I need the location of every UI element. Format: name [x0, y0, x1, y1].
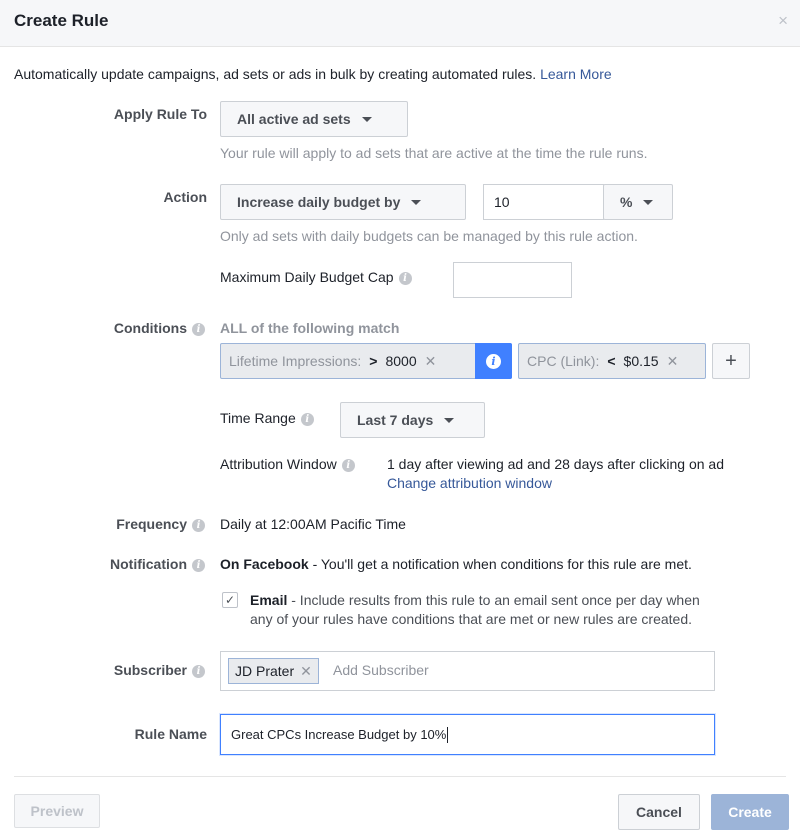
subscriber-placeholder[interactable]: Add Subscriber — [333, 662, 429, 678]
action-help: Only ad sets with daily budgets can be managed by this rule action. — [220, 228, 638, 244]
plus-icon: + — [725, 349, 737, 372]
condition-operator: < — [607, 353, 616, 369]
apply-rule-to-value: All active ad sets — [237, 111, 351, 127]
condition-token-2[interactable] — [518, 343, 706, 379]
create-button[interactable]: Create — [711, 794, 789, 830]
add-condition-button[interactable] — [712, 343, 750, 379]
subscriber-token[interactable] — [228, 658, 319, 684]
apply-rule-to-help: Your rule will apply to ad sets that are active at the time the rule runs. — [220, 145, 648, 161]
time-range-label-row — [220, 410, 314, 426]
action-unit-dropdown[interactable] — [603, 184, 673, 220]
remove-condition-icon[interactable]: ✕ — [424, 352, 437, 369]
change-attribution-link[interactable]: Change attribution window — [387, 475, 552, 491]
condition-field: Lifetime Impressions: — [229, 353, 362, 369]
chevron-down-icon — [444, 418, 454, 423]
notification-email-line2: any of your rules have conditions that are met or new rules are created. — [250, 611, 693, 627]
notification-label-row — [60, 556, 205, 572]
dialog-header — [0, 0, 800, 47]
conditions-match-text: ALL of the following match — [220, 320, 400, 336]
condition-token-1[interactable] — [220, 343, 512, 379]
info-icon[interactable]: i — [301, 413, 314, 426]
info-icon[interactable]: i — [192, 665, 205, 678]
budget-cap-input[interactable] — [453, 262, 572, 298]
attribution-label-row — [220, 456, 355, 472]
action-unit-value: % — [620, 194, 633, 210]
info-icon[interactable]: i — [192, 323, 205, 336]
intro-text — [14, 66, 612, 82]
condition-operator: > — [369, 353, 378, 369]
condition-field: CPC (Link): — [527, 353, 600, 369]
condition-info-button[interactable] — [475, 343, 512, 379]
info-icon[interactable]: i — [192, 519, 205, 532]
attribution-value: 1 day after viewing ad and 28 days after clicking on ad — [387, 456, 724, 472]
remove-subscriber-icon[interactable]: ✕ — [300, 662, 312, 679]
notification-facebook-text: - You'll get a notification when conditions for this rule are met. — [308, 556, 692, 572]
time-range-dropdown[interactable] — [340, 402, 485, 438]
info-icon: i — [486, 354, 501, 369]
notification-facebook — [220, 556, 692, 572]
frequency-label: Frequency — [116, 516, 187, 532]
notification-email-title: Email — [250, 592, 288, 608]
close-icon[interactable]: × — [778, 11, 788, 30]
apply-rule-to-label: Apply Rule To — [113, 106, 207, 122]
condition-value: 8000 — [385, 353, 417, 369]
subscriber-label: Subscriber — [113, 662, 187, 678]
cancel-button[interactable]: Cancel — [618, 794, 700, 830]
action-value: Increase daily budget by — [237, 194, 401, 210]
info-icon[interactable]: i — [192, 559, 205, 572]
text-cursor — [447, 727, 448, 743]
action-label: Action — [163, 189, 207, 205]
notification-facebook-title: On Facebook — [220, 556, 309, 572]
notification-email — [250, 591, 700, 629]
time-range-label: Time Range — [220, 410, 296, 426]
footer-divider — [14, 776, 786, 777]
notification-label: Notification — [110, 556, 187, 572]
budget-cap-label: Maximum Daily Budget Cap — [220, 269, 394, 285]
chevron-down-icon — [411, 200, 421, 205]
budget-cap-label-row — [220, 269, 412, 285]
subscriber-token-label: JD Prater — [235, 663, 295, 679]
info-icon[interactable]: i — [399, 272, 412, 285]
intro-description: Automatically update campaigns, ad sets or ads in bulk by creating automated rules. — [14, 66, 537, 82]
rule-name-label: Rule Name — [134, 726, 207, 742]
info-icon[interactable]: i — [342, 459, 355, 472]
learn-more-link[interactable]: Learn More — [540, 66, 612, 82]
action-amount-input[interactable]: 10 — [483, 184, 604, 220]
condition-value: $0.15 — [623, 353, 659, 369]
conditions-label: Conditions — [113, 320, 187, 336]
checkmark-icon: ✓ — [224, 593, 236, 607]
dialog-title: Create Rule — [14, 11, 109, 30]
rule-name-input[interactable] — [220, 714, 715, 755]
attribution-label: Attribution Window — [220, 456, 337, 472]
rule-name-value: Great CPCs Increase Budget by 10% — [231, 727, 447, 742]
apply-rule-to-dropdown[interactable] — [220, 101, 408, 137]
action-dropdown[interactable] — [220, 184, 466, 220]
frequency-value: Daily at 12:00AM Pacific Time — [220, 516, 406, 532]
frequency-label-row — [60, 516, 205, 532]
preview-button[interactable]: Preview — [14, 794, 100, 828]
email-checkbox[interactable] — [222, 592, 238, 608]
time-range-value: Last 7 days — [357, 412, 434, 428]
chevron-down-icon — [362, 117, 372, 122]
remove-condition-icon[interactable]: ✕ — [666, 352, 679, 369]
chevron-down-icon — [643, 200, 653, 205]
subscriber-field[interactable] — [220, 651, 715, 691]
subscriber-label-row — [60, 662, 205, 678]
notification-email-line1: - Include results from this rule to an email sent once per day when — [287, 592, 700, 608]
conditions-label-row — [60, 320, 205, 336]
